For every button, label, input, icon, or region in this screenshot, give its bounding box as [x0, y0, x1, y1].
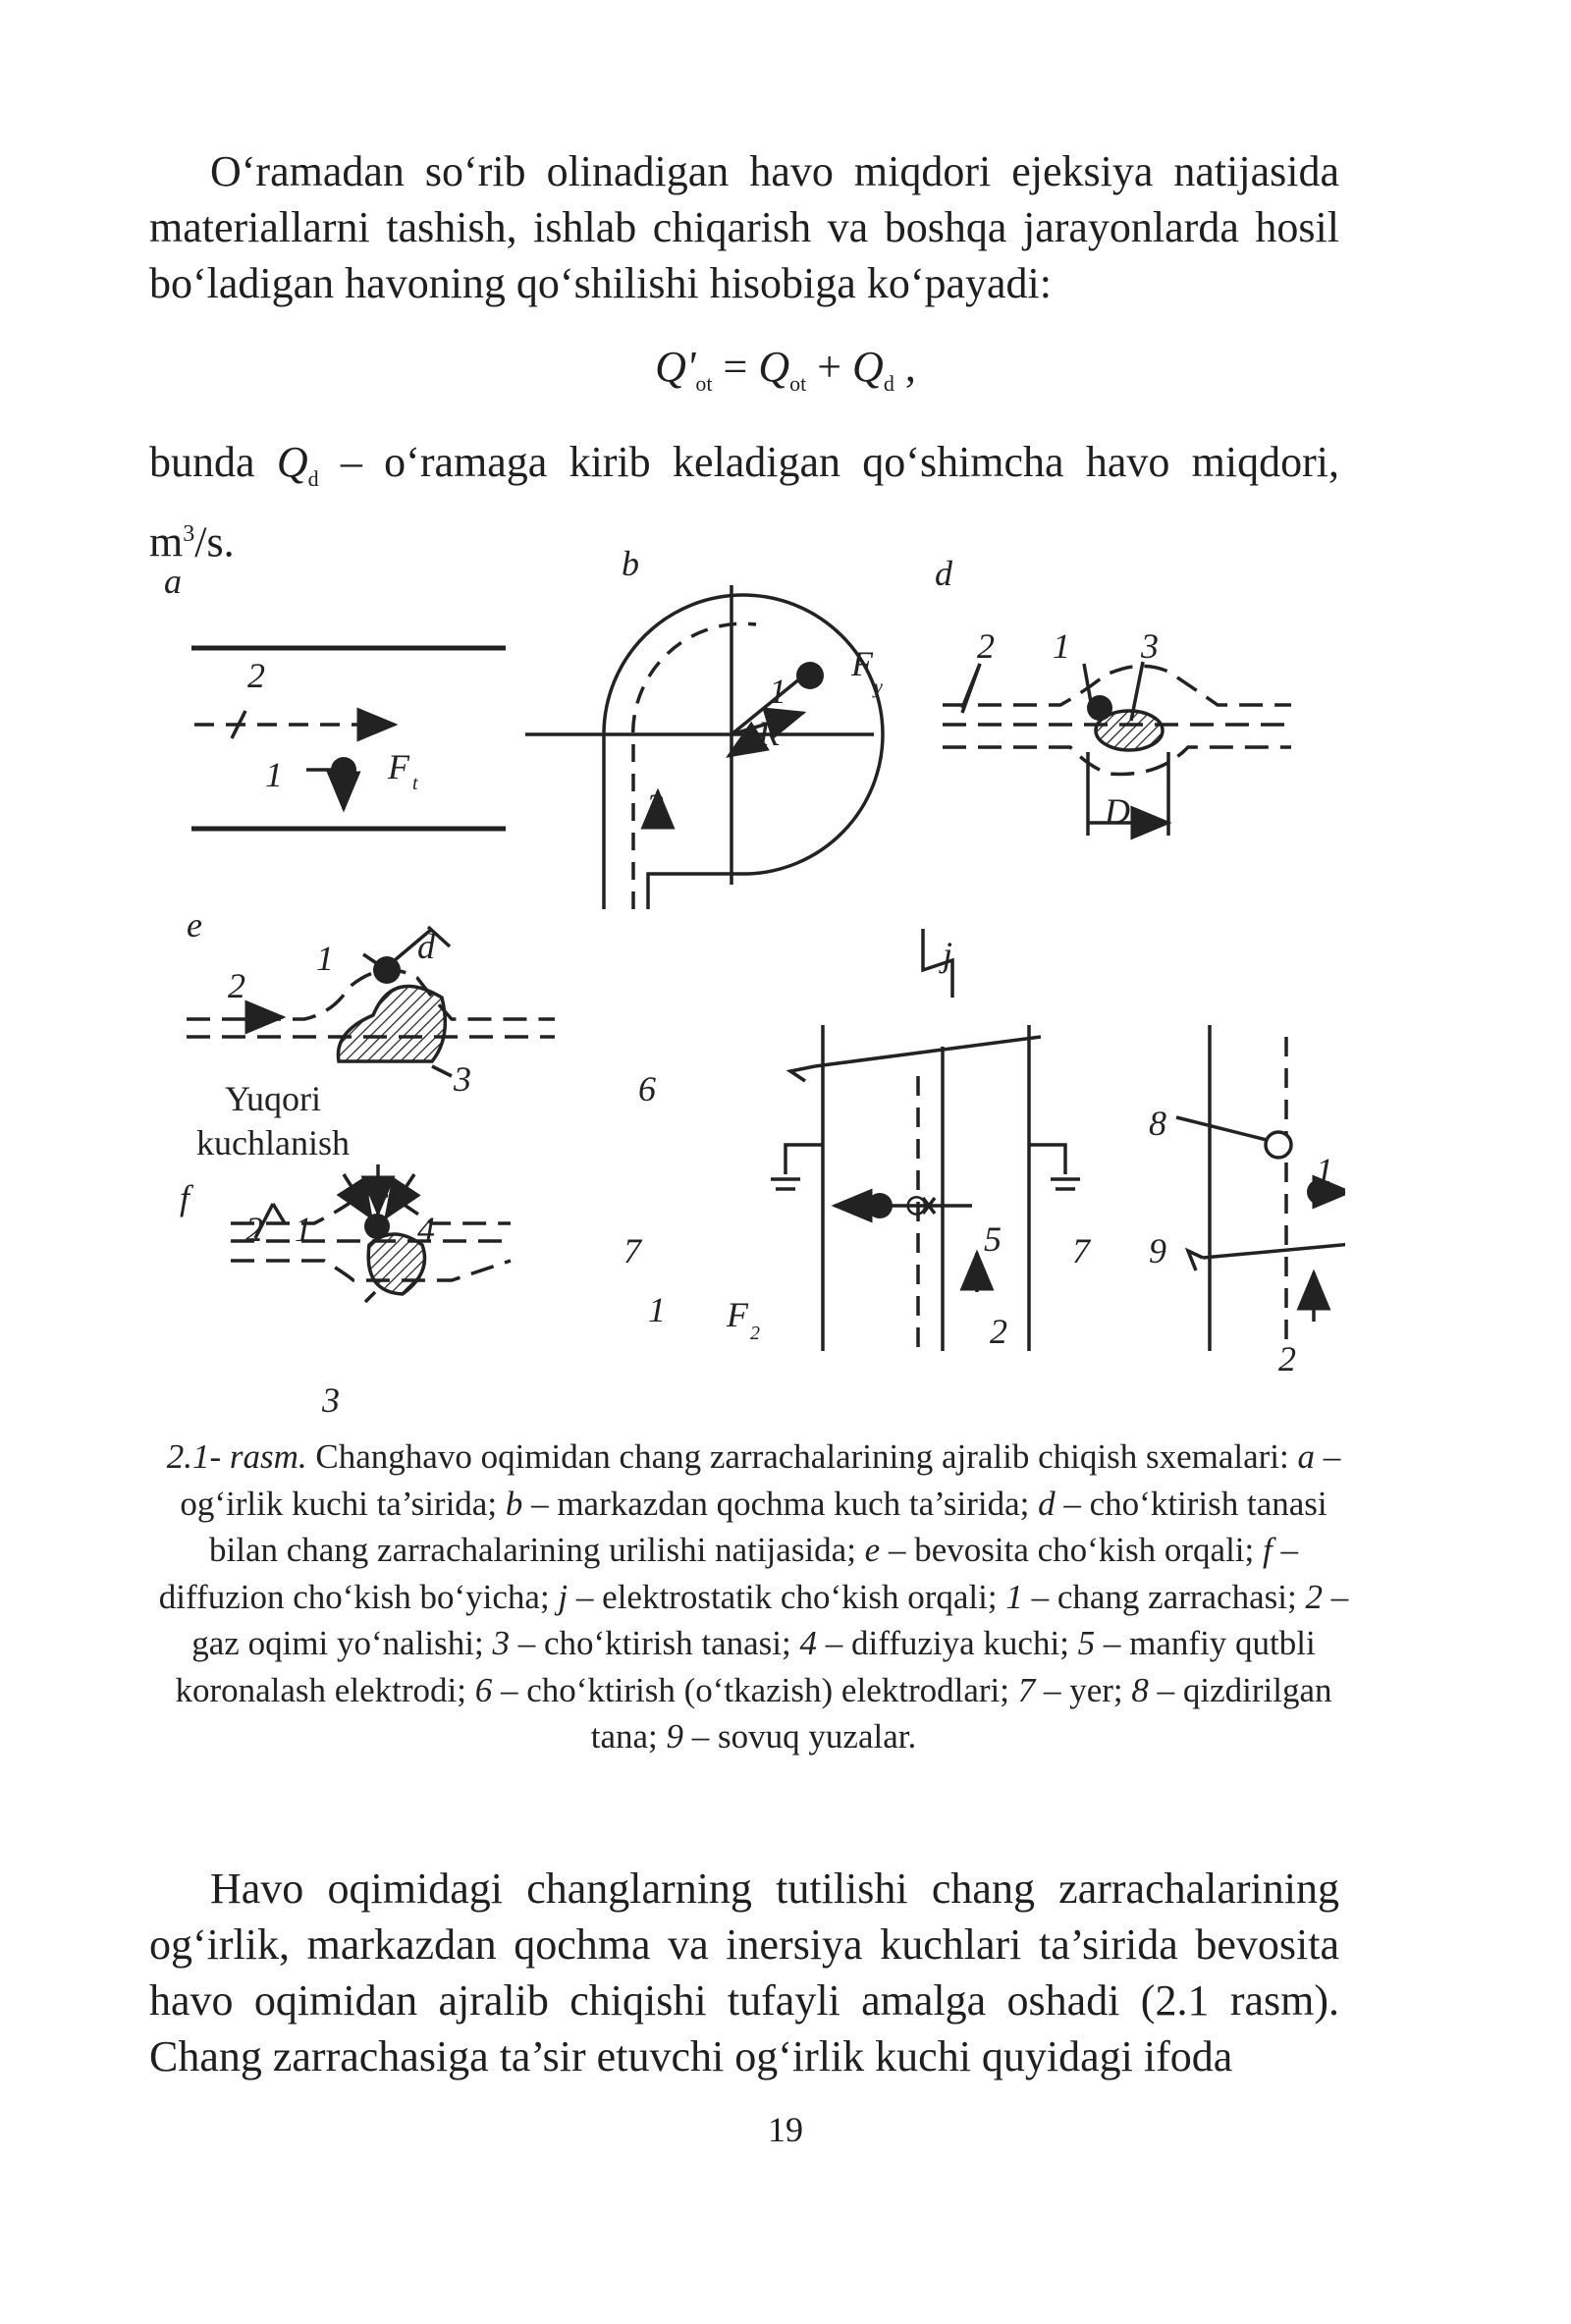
caption-run: 6 — [474, 1670, 493, 1709]
paragraph-body — [149, 1861, 1339, 2084]
caption-run: – gaz oqimi yo‘nalishi; — [191, 1577, 1349, 1662]
label-d-D: D — [1105, 791, 1130, 831]
caption-run: b — [505, 1484, 523, 1523]
def-symbol: Q — [276, 438, 308, 486]
label-d-1: 1 — [1053, 626, 1070, 666]
label-c-7a: 7 — [623, 1231, 641, 1270]
caption-run: – cho‘ktirish (o‘tkazish) elektrodlari; — [492, 1670, 1018, 1709]
paragraph-body-text: Havo oqimidagi changlarning tutilishi chang zarrachalarining og‘irlik, markazdan qochma va inersiya kuchlari ta’sirida bevosita havo oqimidan ajralib chiqishi tufayli amalga oshadi (2.1 rasm). Chang zarrachasiga ta’sir etuvchi og‘irlik kuchi quyidagi ifoda — [149, 1865, 1339, 2081]
label-b-1: 1 — [769, 672, 786, 711]
label-c-1: 1 — [648, 1290, 666, 1329]
caption-run: – markazdan qochma kuch ta’sirida; — [522, 1484, 1039, 1523]
page-number: 19 — [768, 2110, 803, 2149]
label-a-1: 1 — [265, 755, 283, 794]
label-b-F: F — [851, 644, 873, 683]
caption-run: 1 — [1005, 1577, 1023, 1616]
def-pre: bunda — [149, 438, 277, 486]
caption-run: 8 — [1131, 1670, 1149, 1709]
caption-run: f — [1263, 1531, 1273, 1569]
label-d-3: 3 — [1141, 626, 1159, 666]
caption-run: 9 — [666, 1717, 684, 1756]
panel-letter-a: a — [164, 562, 182, 601]
label-e-d: d — [417, 927, 435, 966]
label-e-1: 1 — [316, 939, 334, 978]
caption-run: a — [1297, 1437, 1315, 1476]
panel-letter-b: b — [622, 546, 639, 583]
caption-run: – diffuzion cho‘kish bo‘yicha; — [158, 1531, 1298, 1616]
label-c-2: 2 — [990, 1312, 1007, 1351]
caption-run: – cho‘ktirish tanasi; — [509, 1624, 800, 1662]
caption-run: Changhavo oqimidan chang zarrachalarining ajralib chiqish sxemalari: — [306, 1437, 1298, 1476]
label-f-1: 1 — [295, 1210, 312, 1249]
figure-caption — [152, 1433, 1355, 1760]
label-d-2: 2 — [977, 626, 995, 666]
panel-b-diagram — [525, 585, 883, 909]
formula-tail: , — [894, 343, 916, 391]
def-sup: 3 — [183, 520, 195, 547]
label-e-2: 2 — [228, 966, 245, 1005]
formula-term1: Q — [758, 343, 790, 391]
label-c-7b: 7 — [1072, 1231, 1090, 1270]
caption-run: 2 — [1305, 1577, 1323, 1616]
caption-run: – og‘irlik kuchi ta’sirida; — [180, 1437, 1341, 1523]
label-f-3: 3 — [322, 1380, 340, 1420]
figure-2-1 — [137, 546, 1345, 1420]
caption-run: j — [558, 1577, 569, 1616]
panel-letter-f: f — [180, 1178, 190, 1217]
caption-run: e — [864, 1531, 881, 1569]
label-a-2: 2 — [247, 656, 265, 695]
formula-term2-sub: d — [883, 370, 894, 396]
panel-a-diagram — [191, 648, 506, 829]
caption-run: – elektrostatik cho‘kish orqali; — [568, 1577, 1006, 1616]
panel-f-diagram — [231, 1164, 511, 1302]
label-e-text1: Yuqori — [225, 1079, 321, 1118]
paragraph-intro — [149, 143, 1339, 311]
formula-lhs-sub: ot — [695, 370, 713, 396]
formula-term2: Q — [852, 343, 884, 391]
label-e-3: 3 — [454, 1059, 471, 1099]
label-j-1: 1 — [1316, 1151, 1333, 1190]
def-post: /s. — [194, 517, 235, 567]
caption-run: – chang zarrachasi; — [1022, 1577, 1306, 1616]
caption-run: – sovuq yuzalar. — [683, 1717, 917, 1756]
formula-lhs: Q' — [655, 343, 696, 391]
caption-run: 5 — [1077, 1624, 1096, 1662]
caption-run: – diffuziya kuchi; — [816, 1624, 1078, 1662]
formula-equals: = — [712, 343, 759, 391]
label-j-2: 2 — [1278, 1339, 1296, 1378]
caption-run: 4 — [799, 1624, 817, 1662]
label-c-6: 6 — [638, 1069, 656, 1108]
paragraph-intro-text: O‘ramadan so‘rib olinadigan havo miqdori ejeksiya natijasida materiallarni tashish, ishlab chiqarish va boshqa jarayonlarda hosil bo‘ladigan havoning qo‘shilishi hisobiga ko‘payadi: — [149, 147, 1339, 307]
label-c-5: 5 — [984, 1219, 1002, 1259]
panel-letter-e: e — [187, 905, 202, 945]
label-e-text2: kuchlanish — [196, 1123, 350, 1162]
caption-run: – cho‘ktirish tanasi bilan chang zarrachalarining urilishi natijasida; — [209, 1484, 1327, 1569]
label-j-8: 8 — [1149, 1104, 1166, 1143]
panel-letter-d: d — [935, 554, 952, 593]
label-b-2: 2 — [646, 786, 664, 826]
caption-run: – qizdirilgan tana; — [590, 1670, 1332, 1756]
def-mid: – o‘ramaga kirib keladigan qo‘shimcha havo miqdori, m — [149, 438, 1339, 567]
caption-run: 3 — [492, 1624, 510, 1662]
label-j-9: 9 — [1149, 1231, 1166, 1270]
formula-plus: + — [806, 343, 853, 391]
caption-run: – manfiy qutbli koronalash elektrodi; — [175, 1624, 1316, 1709]
label-f-2: 2 — [245, 1210, 263, 1249]
label-c-neg1: ⊖ — [844, 1187, 871, 1222]
label-a-F-sub: t — [412, 773, 418, 794]
panel-letter-j: j — [943, 935, 953, 974]
formula — [0, 342, 1571, 397]
panel-c-diagram — [771, 929, 1080, 1351]
label-c-F: F — [727, 1295, 748, 1334]
label-b-R: R — [758, 714, 780, 753]
caption-run: – yer; — [1035, 1670, 1132, 1709]
label-c-neg2: ⊖ — [903, 1187, 930, 1222]
caption-run: – bevosita cho‘kish orqali; — [880, 1531, 1264, 1569]
label-f-4: 4 — [417, 1210, 435, 1249]
label-a-F: F — [388, 747, 409, 786]
def-symbol-sub: d — [307, 465, 319, 491]
caption-run: 7 — [1017, 1670, 1036, 1709]
caption-run: d — [1038, 1484, 1056, 1523]
label-b-F-sub: y — [874, 676, 883, 698]
formula-term1-sub: ot — [789, 370, 807, 396]
label-c-F-sub: 2 — [750, 1323, 760, 1344]
caption-run: 2.1- rasm. — [166, 1437, 307, 1476]
